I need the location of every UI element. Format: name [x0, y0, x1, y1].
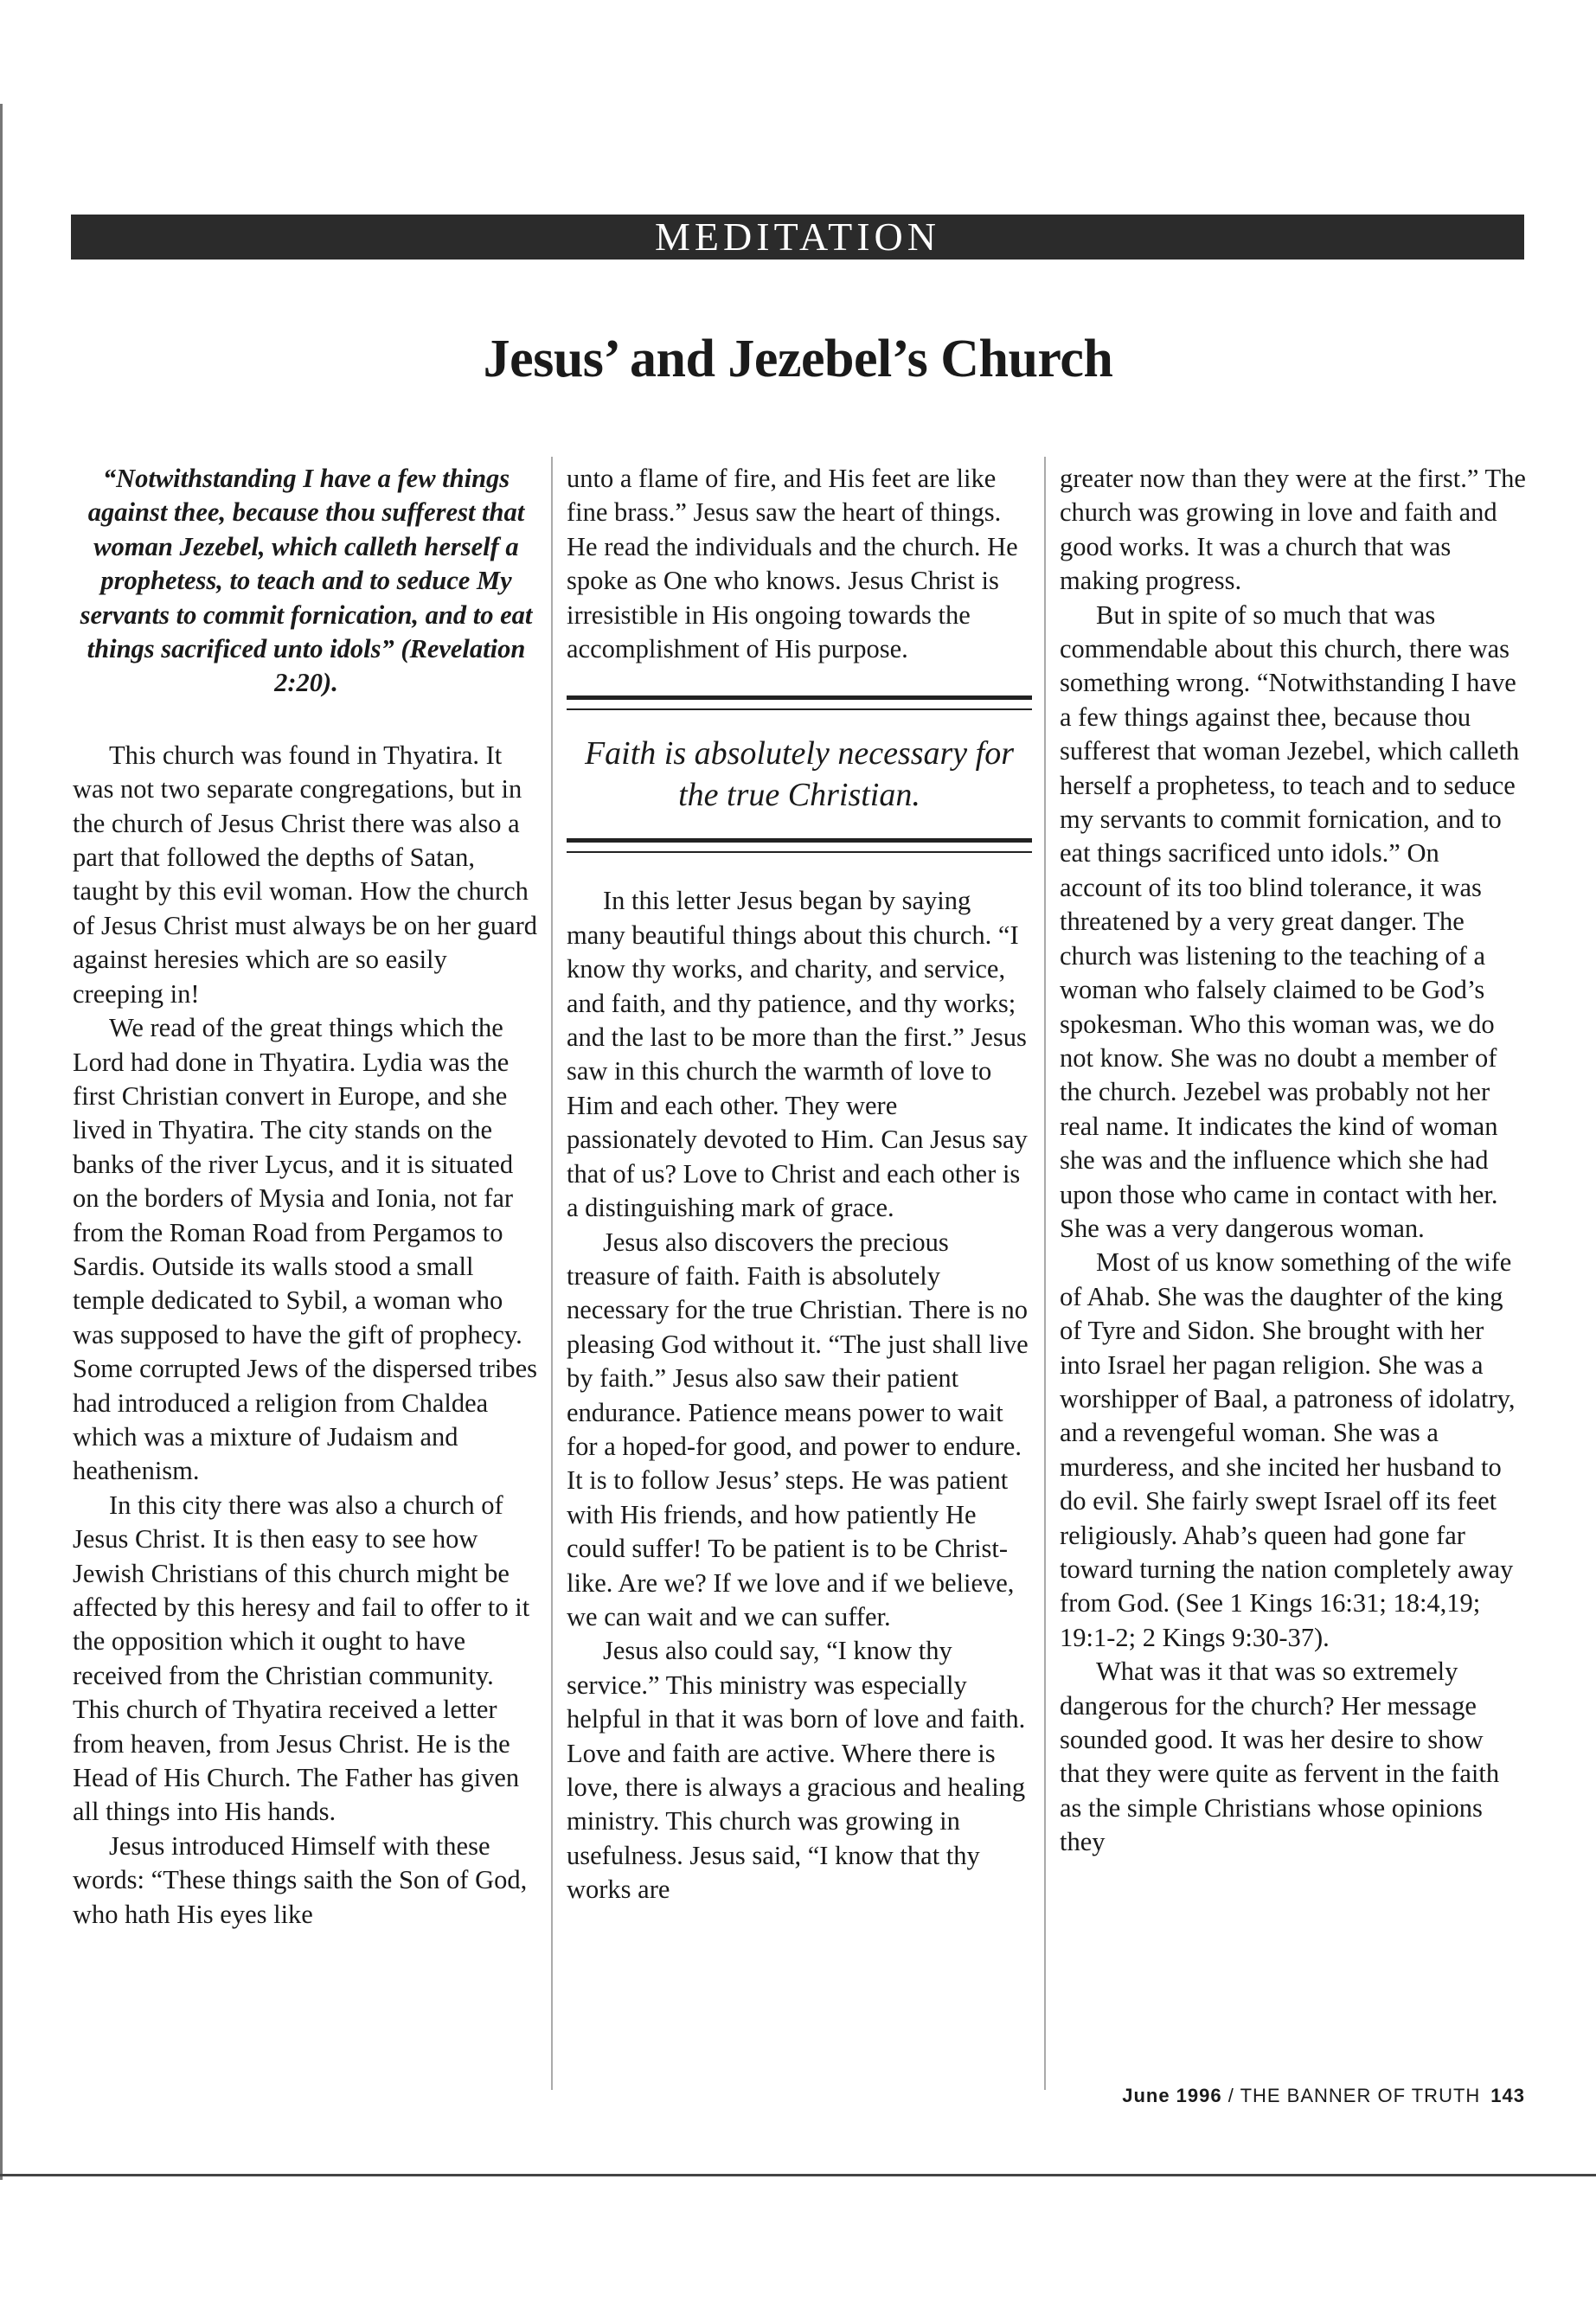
article-title: Jesus’ and Jezebel’s Church: [483, 330, 1113, 388]
paragraph: This church was found in Thyatira. It was not two separate congregations, but in the church of Jesus Christ there was also a part that followed the depths of Satan, taught by this evil woman. How the church of Jesus Christ must always be on her guard against heresies which are so easily creeping in!: [73, 740, 538, 1009]
left-margin-rule: [0, 104, 3, 2180]
pull-quote-rule: [567, 695, 1032, 710]
column-2: [567, 462, 1032, 1907]
paragraph: greater now than they were at the first.” The church was growing in love and faith and good works. It was a church that was making progress.: [1060, 464, 1526, 596]
footer-date: June 1996: [1122, 2085, 1222, 2106]
paragraph: unto a flame of fire, and His feet are like fine brass.” Jesus saw the heart of things. He read the individuals and the church. He spoke as One who knows. Jesus Christ is irresistible in His ongoing towards the accomplishment of His purpose.: [567, 464, 1018, 664]
paragraph: But in spite of so much that was commendable about this church, there was something wrong. “Notwithstanding I have a few things against thee, because thou sufferest that woman Jezebel, which calleth herself a prophetess, to teach and to seduce my servants to commit fornication, and to eat things sacrificed unto idols.” On account of its too blind tolerance, it was threatened by a very great danger. The church was listening to the teaching of a woman who falsely claimed to be God’s spokesman. Who this woman was, we do not know. She was no doubt a member of the church. Jezebel was probably not her real name. It indicates the kind of woman she was and the influence which she had upon those who came in contact with her. She was a very dangerous woman.: [1060, 599, 1520, 1243]
paragraph: What was it that was so extremely dangerous for the church? Her message sounded good. It was her desire to show that they were quite as fervent in the faith as the simple Christians whose opinions they: [1060, 1657, 1500, 1857]
page-number: 143: [1490, 2085, 1525, 2106]
paragraph: Jesus also discovers the precious treasure of faith. Faith is absolutely necessary for the true Christian. There is no pleasing God without it. “The just shall live by faith.” Jesus also saw their patient endurance. Patience means power to wait for a hoped-for good, and power to endure. It is to follow Jesus’ steps. He was patient with His friends, and how patiently He could suffer! To be patient is to be Christ-like. Are we? If we love and if we believe, we can wait and we can suffer.: [567, 1227, 1029, 1631]
paragraph: We read of the great things which the Lord had done in Thyatira. Lydia was the first Christian convert in Europe, and she lived in Thyatira. The city stands on the banks of the river Lycus, and it is situated on the borders of Mysia and Ionia, not far from the Roman Road from Pergamos to Sardis. Outside its walls stood a small temple dedicated to Sybil, a woman who was supposed to have the gift of prophecy. Some corrupted Jews of the dispersed tribes had introduced a religion from Chaldea which was a mixture of Judaism and heathenism.: [73, 1013, 538, 1486]
paragraph: Jesus also could say, “I know thy service.” This ministry was especially helpful in that it was born of love and faith. Love and faith are active. Where there is love, there is always a gracious and healing ministry. This church was growing in usefulness. Jesus said, “I know that thy works are: [567, 1636, 1026, 1905]
column-divider: [551, 457, 553, 2090]
column-3: [1060, 462, 1527, 1860]
column-1: [73, 462, 540, 1932]
section-banner: MEDITATION: [71, 215, 1524, 260]
pull-quote-rule: [567, 838, 1032, 853]
bottom-margin-rule: [0, 2174, 1596, 2176]
page-footer: [1122, 2085, 1525, 2107]
footer-publication: / THE BANNER OF TRUTH: [1221, 2085, 1481, 2106]
pull-quote-text: Faith is absolutely necessary for the true Christian.: [584, 735, 1015, 814]
paragraph: Jesus introduced Himself with these words: “These things saith the Son of God, who hath His eyes like: [73, 1830, 528, 1929]
column-divider: [1044, 457, 1046, 2090]
epigraph: “Notwithstanding I have a few things against thee, because thou sufferest that woman Jezebel, which calleth herself a prophetess, to teach and to seduce My servants to commit fornication, and to eat things sacrificed unto idols” (Revelation 2:20).: [80, 464, 533, 698]
paragraph: Most of us know something of the wife of Ahab. She was the daughter of the king of Tyre and Sidon. She brought with her into Israel her pagan religion. She was a worshipper of Baal, a patroness of idolatry, and a revengeful woman. She was a murderess, and she incited her husband to do evil. She fairly swept Israel off its feet religiously. Ahab’s queen had gone far toward turning the nation completely away from God. (See 1 Kings 16:31; 18:4,19; 19:1-2; 2 Kings 9:30-37).: [1060, 1247, 1516, 1652]
paragraph: In this city there was also a church of Jesus Christ. It is then easy to see how Jewish Christians of this church might be affected by this heresy and fail to offer to it the opposition which it ought to have received from the Christian community. This church of Thyatira received a letter from heaven, from Jesus Christ. He is the Head of His Church. The Father has given all things into His hands.: [73, 1490, 530, 1827]
pull-quote: [567, 695, 1032, 853]
paragraph: In this letter Jesus began by saying many beautiful things about this church. “I know thy works, and charity, and service, and faith, and thy patience, and thy works; and the last to be more than the first.” Jesus saw in this church the warmth of love to Him and each other. They were passionately devoted to Him. Can Jesus say that of us? Love to Christ and each other is a distinguishing mark of grace.: [567, 886, 1028, 1223]
